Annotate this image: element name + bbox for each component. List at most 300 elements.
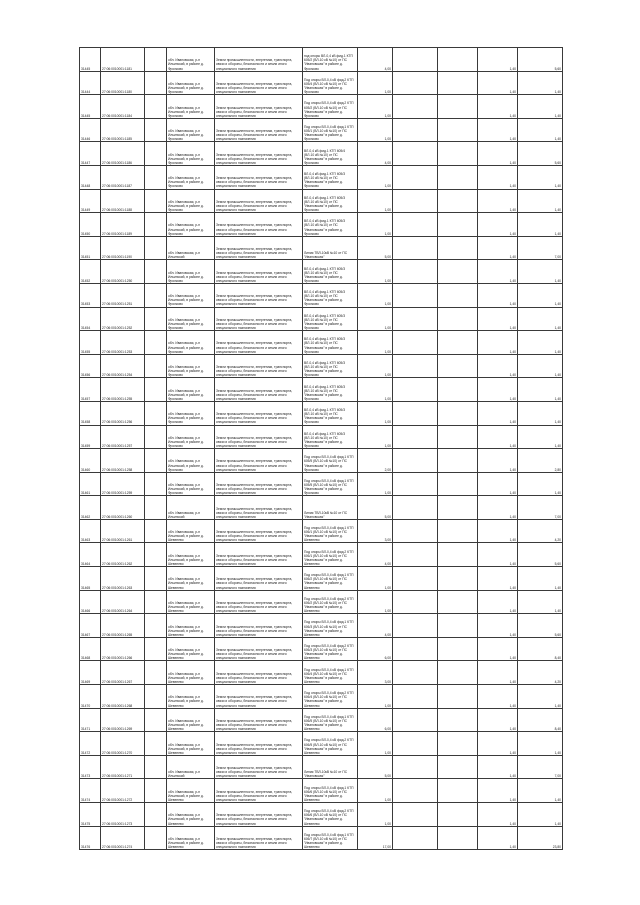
land-category: Земли промышленности, энергетики, транспорта, связи и обороны, безопасности и земли иного специального назначения: [215, 213, 303, 237]
plot-area: 4,00: [358, 142, 393, 166]
permitted-use: Линия ТВЛ-10кВ №10 от ПС "Ивановская": [303, 236, 358, 260]
cadastral-number: 27:06:0010001:1270: [101, 732, 145, 756]
plot-address: обл. Ивановская, р-н Ильинский, в районе д. Фролково: [167, 331, 215, 355]
land-category: Земли промышленности, энергетики, транспорта, связи и обороны, безопасности и земли иного специального назначения: [215, 803, 303, 827]
blank-cell: [145, 142, 167, 166]
blank-cell: [438, 732, 478, 756]
land-category: Земли промышленности, энергетики, транспорта, связи и обороны, безопасности и земли иного специального назначения: [215, 401, 303, 425]
plot-area: 1,00: [358, 189, 393, 213]
tax-rate: 1,40: [478, 142, 518, 166]
tax-amount: 7,00: [518, 755, 563, 779]
table-row: [80, 425, 563, 449]
blank-cell: [145, 543, 167, 567]
land-category: Земли промышленности, энергетики, транспорта, связи и обороны, безопасности и земли иного специального назначения: [215, 685, 303, 709]
plot-address: обл. Ивановская, р-н Ильинский, в районе д. Шевелево: [167, 614, 215, 638]
tax-amount: 1,40: [518, 567, 563, 591]
blank-cell: [393, 449, 438, 473]
cadastral-number: 27:06:0010001:1260: [101, 496, 145, 520]
tax-rate: 1,40: [478, 803, 518, 827]
cadastral-number: 27:06:0010001:1252: [101, 307, 145, 331]
tax-amount: 1,40: [518, 71, 563, 95]
blank-cell: [145, 401, 167, 425]
tax-amount: 8,40: [518, 708, 563, 732]
land-category: Земли промышленности, энергетики, транспорта, связи и обороны, безопасности и земли иного специального назначения: [215, 48, 303, 72]
row-number: 31458: [80, 401, 101, 425]
tax-amount: 1,40: [518, 779, 563, 803]
land-category: Земли промышленности, энергетики, транспорта, связи и обороны, безопасности и земли иного специального назначения: [215, 637, 303, 661]
table-row: [80, 826, 563, 850]
blank-cell: [438, 685, 478, 709]
tax-amount: 7,00: [518, 496, 563, 520]
plot-area: 1,00: [358, 567, 393, 591]
table-row: [80, 165, 563, 189]
blank-cell: [393, 189, 438, 213]
plot-area: 17,00: [358, 826, 393, 850]
table-row: [80, 755, 563, 779]
land-category: Земли промышленности, энергетики, транспорта, связи и обороны, безопасности и земли иного специального назначения: [215, 472, 303, 496]
tax-rate: 1,40: [478, 496, 518, 520]
permitted-use: Под опоры ВЛ-0,4 кВ фид.2 КТП 606/6 (ВЛ-10 кВ №10) от ПС "Ивановская" в районе д. Шевелево: [303, 803, 358, 827]
cadastral-number: 27:06:0010001:1181: [101, 48, 145, 72]
plot-area: 1,00: [358, 378, 393, 402]
row-number: 31447: [80, 142, 101, 166]
cadastral-number: 27:06:0010001:1274: [101, 826, 145, 850]
permitted-use: ВЛ-0,4 кВ фид.1 КТП 605/4 (ВЛ-10 кВ №10) от ПС "Ивановская" в районе д. Фролково: [303, 142, 358, 166]
blank-cell: [438, 283, 478, 307]
land-category: Земли промышленности, энергетики, транспорта, связи и обороны, безопасности и земли иного специального назначения: [215, 543, 303, 567]
plot-area: 1,00: [358, 213, 393, 237]
permitted-use: ВЛ-0,4 кВ фид.1 КТП 605/3 (ВЛ-10 кВ №10) от ПС "Ивановская" в районе д. Фролково: [303, 165, 358, 189]
table-row: [80, 590, 563, 614]
row-number: 31448: [80, 165, 101, 189]
row-number: 31444: [80, 71, 101, 95]
land-category: Земли промышленности, энергетики, транспорта, связи и обороны, безопасности и земли иного специального назначения: [215, 95, 303, 119]
cadastral-number: 27:06:0010001:1186: [101, 142, 145, 166]
plot-address: обл. Ивановская, р-н Ильинский, в районе д. Шевелево: [167, 637, 215, 661]
row-number: 31475: [80, 803, 101, 827]
tax-amount: 1,40: [518, 213, 563, 237]
permitted-use: Под опоры ВЛ-0,4 кВ фид.2 КТП 606/1 (ВЛ-10 кВ №10) от ПС "Ивановская" в районе д. Шевелево: [303, 543, 358, 567]
blank-cell: [145, 331, 167, 355]
plot-area: 1,00: [358, 401, 393, 425]
cadastral-number: 27:06:0010001:1180: [101, 71, 145, 95]
tax-amount: 5,60: [518, 142, 563, 166]
plot-address: обл. Ивановская, р-н Ильинский, в районе д. Фролково: [167, 307, 215, 331]
tax-rate: 1,40: [478, 732, 518, 756]
plot-area: 1,00: [358, 732, 393, 756]
tax-amount: 1,40: [518, 732, 563, 756]
row-number: 31456: [80, 354, 101, 378]
permitted-use: ВЛ-0,4 кВ фид.1 КТП 605/3 (ВЛ-10 кВ №10) от ПС "Ивановская" в районе д. Фролково: [303, 260, 358, 284]
blank-cell: [393, 142, 438, 166]
row-number: 31461: [80, 472, 101, 496]
blank-cell: [145, 307, 167, 331]
land-category: Земли промышленности, энергетики, транспорта, связи и обороны, безопасности и земли иного специального назначения: [215, 449, 303, 473]
land-category: Земли промышленности, энергетики, транспорта, связи и обороны, безопасности и земли иного специального назначения: [215, 118, 303, 142]
permitted-use: Под опоры ВЛ-0,4 кВ фид.2 КТП 606/5 (ВЛ-10 кВ №10) от ПС "Ивановская" в районе д. Шевелево: [303, 732, 358, 756]
table-row: [80, 614, 563, 638]
plot-area: 2,00: [358, 449, 393, 473]
plot-address: обл. Ивановская, р-н Ильинский, в районе д. Фролково: [167, 472, 215, 496]
land-category: Земли промышленности, энергетики, транспорта, связи и обороны, безопасности и земли иного специального назначения: [215, 142, 303, 166]
permitted-use: Под опоры ВЛ-0,4 кВ фид.1 КТП 606/1 (ВЛ-10 кВ №10) от ПС "Ивановская" в районе д. Шевелево: [303, 519, 358, 543]
tax-amount: 1,40: [518, 331, 563, 355]
land-category: Земли промышленности, энергетики, транспорта, связи и обороны, безопасности и земли иного специального назначения: [215, 779, 303, 803]
permitted-use: Под опоры ВЛ-0,4 кВ фид.1 КТП 606/6 (ВЛ-10 кВ №10) от ПС "Ивановская" в районе д. Шевелево: [303, 779, 358, 803]
land-category: Земли промышленности, энергетики, транспорта, связи и обороны, безопасности и земли иного специального назначения: [215, 189, 303, 213]
plot-address: обл. Ивановская, р-н Ильинский, в районе д. Фролково: [167, 71, 215, 95]
row-number: 31449: [80, 189, 101, 213]
cadastral-number: 27:06:0010001:1189: [101, 213, 145, 237]
blank-cell: [438, 354, 478, 378]
plot-address: обл. Ивановская, р-н Ильинский, в районе д. Шевелево: [167, 661, 215, 685]
row-number: 31452: [80, 260, 101, 284]
plot-area: 6,00: [358, 708, 393, 732]
land-category: Земли промышленности, энергетики, транспорта, связи и обороны, безопасности и земли иного специального назначения: [215, 732, 303, 756]
tax-amount: 1,40: [518, 95, 563, 119]
row-number: 31445: [80, 48, 101, 72]
land-category: Земли промышленности, энергетики, транспорта, связи и обороны, безопасности и земли иного специального назначения: [215, 590, 303, 614]
land-category: Земли промышленности, энергетики, транспорта, связи и обороны, безопасности и земли иного специального назначения: [215, 826, 303, 850]
blank-cell: [145, 519, 167, 543]
cadastral-number: 27:06:0010001:1251: [101, 283, 145, 307]
table-row: [80, 283, 563, 307]
blank-cell: [393, 614, 438, 638]
plot-area: 1,00: [358, 165, 393, 189]
blank-cell: [145, 567, 167, 591]
cadastral-number: 27:06:0010001:1253: [101, 331, 145, 355]
table-row: [80, 637, 563, 661]
tax-rate: 1,40: [478, 519, 518, 543]
plot-address: обл. Ивановская, р-н Ильинский, в районе д. Фролково: [167, 283, 215, 307]
land-category: Земли промышленности, энергетики, транспорта, связи и обороны, безопасности и земли иного специального назначения: [215, 307, 303, 331]
table-row: [80, 95, 563, 119]
permitted-use: ВЛ-0,4 кВ фид.1 КТП 605/3 (ВЛ-10 кВ №10) от ПС "Ивановская" в районе д. Фролково: [303, 331, 358, 355]
plot-address: обл. Ивановская, р-н Ильинский, в районе д. Шевелево: [167, 732, 215, 756]
plot-address: обл. Ивановская, р-н Ильинский, в районе д. Фролково: [167, 449, 215, 473]
plot-area: 1,00: [358, 425, 393, 449]
cadastral-number: 27:06:0010001:1272: [101, 779, 145, 803]
blank-cell: [393, 755, 438, 779]
row-number: 31464: [80, 543, 101, 567]
cadastral-number: 27:06:0010001:1190: [101, 236, 145, 260]
plot-area: 1,00: [358, 260, 393, 284]
tax-amount: 5,60: [518, 48, 563, 72]
row-number: 31445: [80, 95, 101, 119]
tax-amount: 1,40: [518, 354, 563, 378]
plot-area: 3,00: [358, 519, 393, 543]
tax-amount: 1,40: [518, 118, 563, 142]
blank-cell: [393, 165, 438, 189]
tax-rate: 1,40: [478, 378, 518, 402]
blank-cell: [438, 708, 478, 732]
blank-cell: [393, 661, 438, 685]
blank-cell: [145, 118, 167, 142]
plot-area: 6,00: [358, 637, 393, 661]
table-row: [80, 496, 563, 520]
permitted-use: под опоры ВЛ-0,4 кВ фид.1 КТП 605/2 (ВЛ-10 кВ №10) от ПС "Ивановская" в районе д. Фролково: [303, 48, 358, 72]
cadastral-number: 27:06:0010001:1268: [101, 685, 145, 709]
blank-cell: [438, 260, 478, 284]
cadastral-number: 27:06:0010001:1273: [101, 803, 145, 827]
land-category: Земли промышленности, энергетики, транспорта, связи и обороны, безопасности и земли иного специального назначения: [215, 614, 303, 638]
cadastral-number: 27:06:0010001:1258: [101, 449, 145, 473]
tax-amount: 23,80: [518, 826, 563, 850]
table-row: [80, 213, 563, 237]
blank-cell: [393, 637, 438, 661]
plot-address: обл. Ивановская, р-н Ильинский, в районе д. Фролково: [167, 142, 215, 166]
land-category: Земли промышленности, энергетики, транспорта, связи и обороны, безопасности и земли иного специального назначения: [215, 755, 303, 779]
row-number: 31469: [80, 661, 101, 685]
permitted-use: Линия ТВЛ-10кВ №10 от ПС "Ивановская": [303, 496, 358, 520]
row-number: 31462: [80, 496, 101, 520]
cadastral-number: 27:06:0010001:1261: [101, 519, 145, 543]
row-number: 31471: [80, 708, 101, 732]
blank-cell: [438, 118, 478, 142]
table-row: [80, 48, 563, 72]
tax-rate: 1,40: [478, 685, 518, 709]
permitted-use: ВЛ-0,4 кВ фид.1 КТП 605/3 (ВЛ-10 кВ №10) от ПС "Ивановская" в районе д. Фролково: [303, 189, 358, 213]
blank-cell: [393, 48, 438, 72]
plot-address: обл. Ивановская, р-н Ильинский, в районе д. Фролково: [167, 401, 215, 425]
tax-amount: 8,40: [518, 637, 563, 661]
tax-amount: 1,40: [518, 590, 563, 614]
blank-cell: [393, 472, 438, 496]
plot-area: 1,00: [358, 803, 393, 827]
plot-area: 4,00: [358, 48, 393, 72]
cadastral-number: 27:06:0010001:1259: [101, 472, 145, 496]
blank-cell: [393, 307, 438, 331]
land-category: Земли промышленности, энергетики, транспорта, связи и обороны, безопасности и земли иного специального назначения: [215, 71, 303, 95]
tax-amount: 4,20: [518, 519, 563, 543]
row-number: 31457: [80, 378, 101, 402]
plot-area: 4,00: [358, 614, 393, 638]
blank-cell: [145, 708, 167, 732]
blank-cell: [145, 260, 167, 284]
blank-cell: [438, 449, 478, 473]
land-category: Земли промышленности, энергетики, транспорта, связи и обороны, безопасности и земли иного специального назначения: [215, 519, 303, 543]
permitted-use: Под опоры ВЛ-0,4 кВ фид.1 КТП 605/5 (ВЛ-10 кВ №10) от ПС "Ивановская" в районе д. Фролково: [303, 449, 358, 473]
blank-cell: [145, 378, 167, 402]
blank-cell: [145, 95, 167, 119]
table-row: [80, 449, 563, 473]
table-row: [80, 260, 563, 284]
table-row: [80, 543, 563, 567]
blank-cell: [393, 118, 438, 142]
permitted-use: Под опоры ВЛ-0,4 кВ фид.1 КТП 606/2 (ВЛ-10 кВ №10) от ПС "Ивановская" в районе д. Шевелево: [303, 567, 358, 591]
table-row: [80, 685, 563, 709]
cadastral-number: 27:06:0010001:1254: [101, 354, 145, 378]
row-number: 31463: [80, 519, 101, 543]
cadastral-number: 27:06:0010001:1184: [101, 95, 145, 119]
blank-cell: [393, 543, 438, 567]
blank-cell: [393, 260, 438, 284]
tax-rate: 1,40: [478, 307, 518, 331]
row-number: 31460: [80, 449, 101, 473]
tax-rate: 1,40: [478, 236, 518, 260]
land-category: Земли промышленности, энергетики, транспорта, связи и обороны, безопасности и земли иного специального назначения: [215, 708, 303, 732]
blank-cell: [438, 425, 478, 449]
permitted-use: Под опоры ВЛ-0,4 кВ фид.2 КТП 606/4 (ВЛ-10 кВ №10) от ПС "Ивановская" в районе д. Шевелево: [303, 685, 358, 709]
cadastral-number: 27:06:0010001:1263: [101, 567, 145, 591]
table-row: [80, 401, 563, 425]
tax-amount: 1,40: [518, 685, 563, 709]
table-row: [80, 779, 563, 803]
blank-cell: [393, 331, 438, 355]
cadastral-number: 27:06:0010001:1271: [101, 755, 145, 779]
tax-rate: 1,40: [478, 543, 518, 567]
row-number: 31470: [80, 685, 101, 709]
cadastral-number: 27:06:0010001:1255: [101, 378, 145, 402]
blank-cell: [145, 614, 167, 638]
tax-rate: 1,40: [478, 614, 518, 638]
permitted-use: Под опоры ВЛ-0,4 кВ фид.1 КТП 606/7 (ВЛ-10 кВ №10) от ПС "Ивановская" в районе д. Шевелево: [303, 826, 358, 850]
table-row: [80, 71, 563, 95]
permitted-use: ВЛ-0,4 кВ фид.1 КТП 605/3 (ВЛ-10 кВ №10) от ПС "Ивановская" в районе д. Фролково: [303, 378, 358, 402]
blank-cell: [393, 425, 438, 449]
table-row: [80, 118, 563, 142]
row-number: 31446: [80, 118, 101, 142]
tax-rate: 1,40: [478, 283, 518, 307]
blank-cell: [145, 236, 167, 260]
permitted-use: Под опоры ВЛ-0,4 кВ фид.1 КТП 606/5 (ВЛ-10 кВ №10) от ПС "Ивановская" в районе д. Шевелево: [303, 708, 358, 732]
tax-amount: 1,40: [518, 283, 563, 307]
plot-area: 1,00: [358, 354, 393, 378]
plot-area: 5,00: [358, 755, 393, 779]
blank-cell: [145, 779, 167, 803]
plot-address: обл. Ивановская, р-н Ильинский: [167, 236, 215, 260]
table-row: [80, 708, 563, 732]
permitted-use: Под опоры ВЛ-0,4 кВ фид.1 КТП 605/5 (ВЛ-10 кВ №10) от ПС "Ивановская" в районе д. Фролково: [303, 472, 358, 496]
blank-cell: [393, 401, 438, 425]
permitted-use: Под опоры ВЛ-0,4 кВ фид.1 КТП 606/4 (ВЛ-10 кВ №10) от ПС "Ивановская" в районе д. Шевелево: [303, 661, 358, 685]
cadastral-number: 27:06:0010001:1262: [101, 543, 145, 567]
permitted-use: Под опоры ВЛ-0,4 кВ фид.2 КТП 606/3 (ВЛ-10 кВ №10) от ПС "Ивановская" в районе д. Шевелево: [303, 637, 358, 661]
blank-cell: [438, 614, 478, 638]
blank-cell: [145, 189, 167, 213]
land-category: Земли промышленности, энергетики, транспорта, связи и обороны, безопасности и земли иного специального назначения: [215, 496, 303, 520]
tax-amount: 1,40: [518, 189, 563, 213]
blank-cell: [145, 803, 167, 827]
blank-cell: [145, 826, 167, 850]
cadastral-number: 27:06:0010001:1250: [101, 260, 145, 284]
permitted-use: Под опоры ВЛ-0,4 кВ фид.1 КТП 606/3 (ВЛ-10 кВ №10) от ПС "Ивановская" в районе д. Шевелево: [303, 614, 358, 638]
blank-cell: [393, 803, 438, 827]
cadastral-number: 27:06:0010001:1256: [101, 401, 145, 425]
row-number: 31472: [80, 732, 101, 756]
permitted-use: ВЛ-0,4 кВ фид.1 КТП 605/3 (ВЛ-10 кВ №10) от ПС "Ивановская" в районе д. Фролково: [303, 401, 358, 425]
tax-amount: 1,40: [518, 260, 563, 284]
land-category: Земли промышленности, энергетики, транспорта, связи и обороны, безопасности и земли иного специального назначения: [215, 165, 303, 189]
blank-cell: [438, 378, 478, 402]
plot-address: обл. Ивановская, р-н Ильинский, в районе д. Шевелево: [167, 803, 215, 827]
blank-cell: [438, 755, 478, 779]
land-category: Земли промышленности, энергетики, транспорта, связи и обороны, безопасности и земли иного специального назначения: [215, 378, 303, 402]
tax-rate: 1,40: [478, 354, 518, 378]
tax-amount: 1,40: [518, 378, 563, 402]
land-category: Земли промышленности, энергетики, транспорта, связи и обороны, безопасности и земли иного специального назначения: [215, 260, 303, 284]
blank-cell: [145, 637, 167, 661]
blank-cell: [438, 803, 478, 827]
blank-cell: [438, 567, 478, 591]
permitted-use: ВЛ-0,4 кВ фид.1 КТП 605/3 (ВЛ-10 кВ №10) от ПС "Ивановская" в районе д. Фролково: [303, 354, 358, 378]
plot-area: 1,00: [358, 95, 393, 119]
plot-area: 1,00: [358, 71, 393, 95]
blank-cell: [438, 142, 478, 166]
table-row: [80, 519, 563, 543]
permitted-use: Линия ТВЛ-10кВ №10 от ПС "Ивановская": [303, 755, 358, 779]
plot-area: 5,00: [358, 496, 393, 520]
blank-cell: [438, 401, 478, 425]
plot-address: обл. Ивановская, р-н Ильинский, в районе д. Шевелево: [167, 543, 215, 567]
blank-cell: [145, 354, 167, 378]
plot-address: обл. Ивановская, р-н Ильинский, в районе д. Шевелево: [167, 826, 215, 850]
plot-address: обл. Ивановская, р-н Ильинский, в районе д. Фролково: [167, 425, 215, 449]
plot-address: обл. Ивановская, р-н Ильинский, в районе д. Фролково: [167, 118, 215, 142]
plot-address: обл. Ивановская, р-н Ильинский: [167, 496, 215, 520]
tax-rate: 1,40: [478, 449, 518, 473]
plot-address: обл. Ивановская, р-н Ильинский, в районе д. Шевелево: [167, 519, 215, 543]
blank-cell: [393, 779, 438, 803]
tax-rate: 1,40: [478, 118, 518, 142]
tax-rate: 1,40: [478, 189, 518, 213]
tax-rate: 1,40: [478, 331, 518, 355]
row-number: 31450: [80, 213, 101, 237]
permitted-use: Под опоры ВЛ-0,4 кВ фид.2 КТП 605/2 (ВЛ-10 кВ №10) от ПС "Ивановская" в районе д. Фролково: [303, 95, 358, 119]
cadastral-number: 27:06:0010001:1264: [101, 590, 145, 614]
blank-cell: [393, 567, 438, 591]
cadastral-number: 27:06:0010001:1187: [101, 165, 145, 189]
plot-area: 1,00: [358, 779, 393, 803]
blank-cell: [145, 165, 167, 189]
permitted-use: ВЛ-0,4 кВ фид.1 КТП 605/3 (ВЛ-10 кВ №10) от ПС "Ивановская" в районе д. Фролково: [303, 213, 358, 237]
row-number: 31454: [80, 307, 101, 331]
blank-cell: [438, 519, 478, 543]
row-number: 31473: [80, 755, 101, 779]
blank-cell: [145, 661, 167, 685]
tax-amount: 5,60: [518, 543, 563, 567]
table-row: [80, 307, 563, 331]
table-row: [80, 567, 563, 591]
blank-cell: [438, 496, 478, 520]
blank-cell: [438, 826, 478, 850]
land-category: Земли промышленности, энергетики, транспорта, связи и обороны, безопасности и земли иного специального назначения: [215, 331, 303, 355]
plot-address: обл. Ивановская, р-н Ильинский, в районе д. Фролково: [167, 48, 215, 72]
tax-rate: 1,40: [478, 213, 518, 237]
blank-cell: [393, 496, 438, 520]
cadastral-number: 27:06:0010001:1267: [101, 661, 145, 685]
permitted-use: ВЛ-0,4 кВ фид.1 КТП 605/3 (ВЛ-10 кВ №10) от ПС "Ивановская" в районе д. Фролково: [303, 307, 358, 331]
permitted-use: Под опоры ВЛ-0,4 кВ фид.2 КТП 605/4 (ВЛ-10 кВ №10) от ПС "Ивановская" в районе д. Фролково: [303, 71, 358, 95]
tax-amount: 7,00: [518, 236, 563, 260]
blank-cell: [145, 685, 167, 709]
land-plot-table: [79, 47, 563, 850]
blank-cell: [393, 71, 438, 95]
permitted-use: ВЛ-0,4 кВ фид.1 КТП 605/3 (ВЛ-10 кВ №10) от ПС "Ивановская" в районе д. Фролково: [303, 425, 358, 449]
tax-amount: 1,40: [518, 401, 563, 425]
blank-cell: [145, 496, 167, 520]
land-category: Земли промышленности, энергетики, транспорта, связи и обороны, безопасности и земли иного специального назначения: [215, 236, 303, 260]
row-number: 31466: [80, 590, 101, 614]
blank-cell: [393, 213, 438, 237]
blank-cell: [145, 213, 167, 237]
blank-cell: [145, 425, 167, 449]
plot-area: 3,00: [358, 661, 393, 685]
plot-area: 5,00: [358, 236, 393, 260]
blank-cell: [438, 472, 478, 496]
tax-rate: 1,40: [478, 661, 518, 685]
plot-area: 1,00: [358, 331, 393, 355]
